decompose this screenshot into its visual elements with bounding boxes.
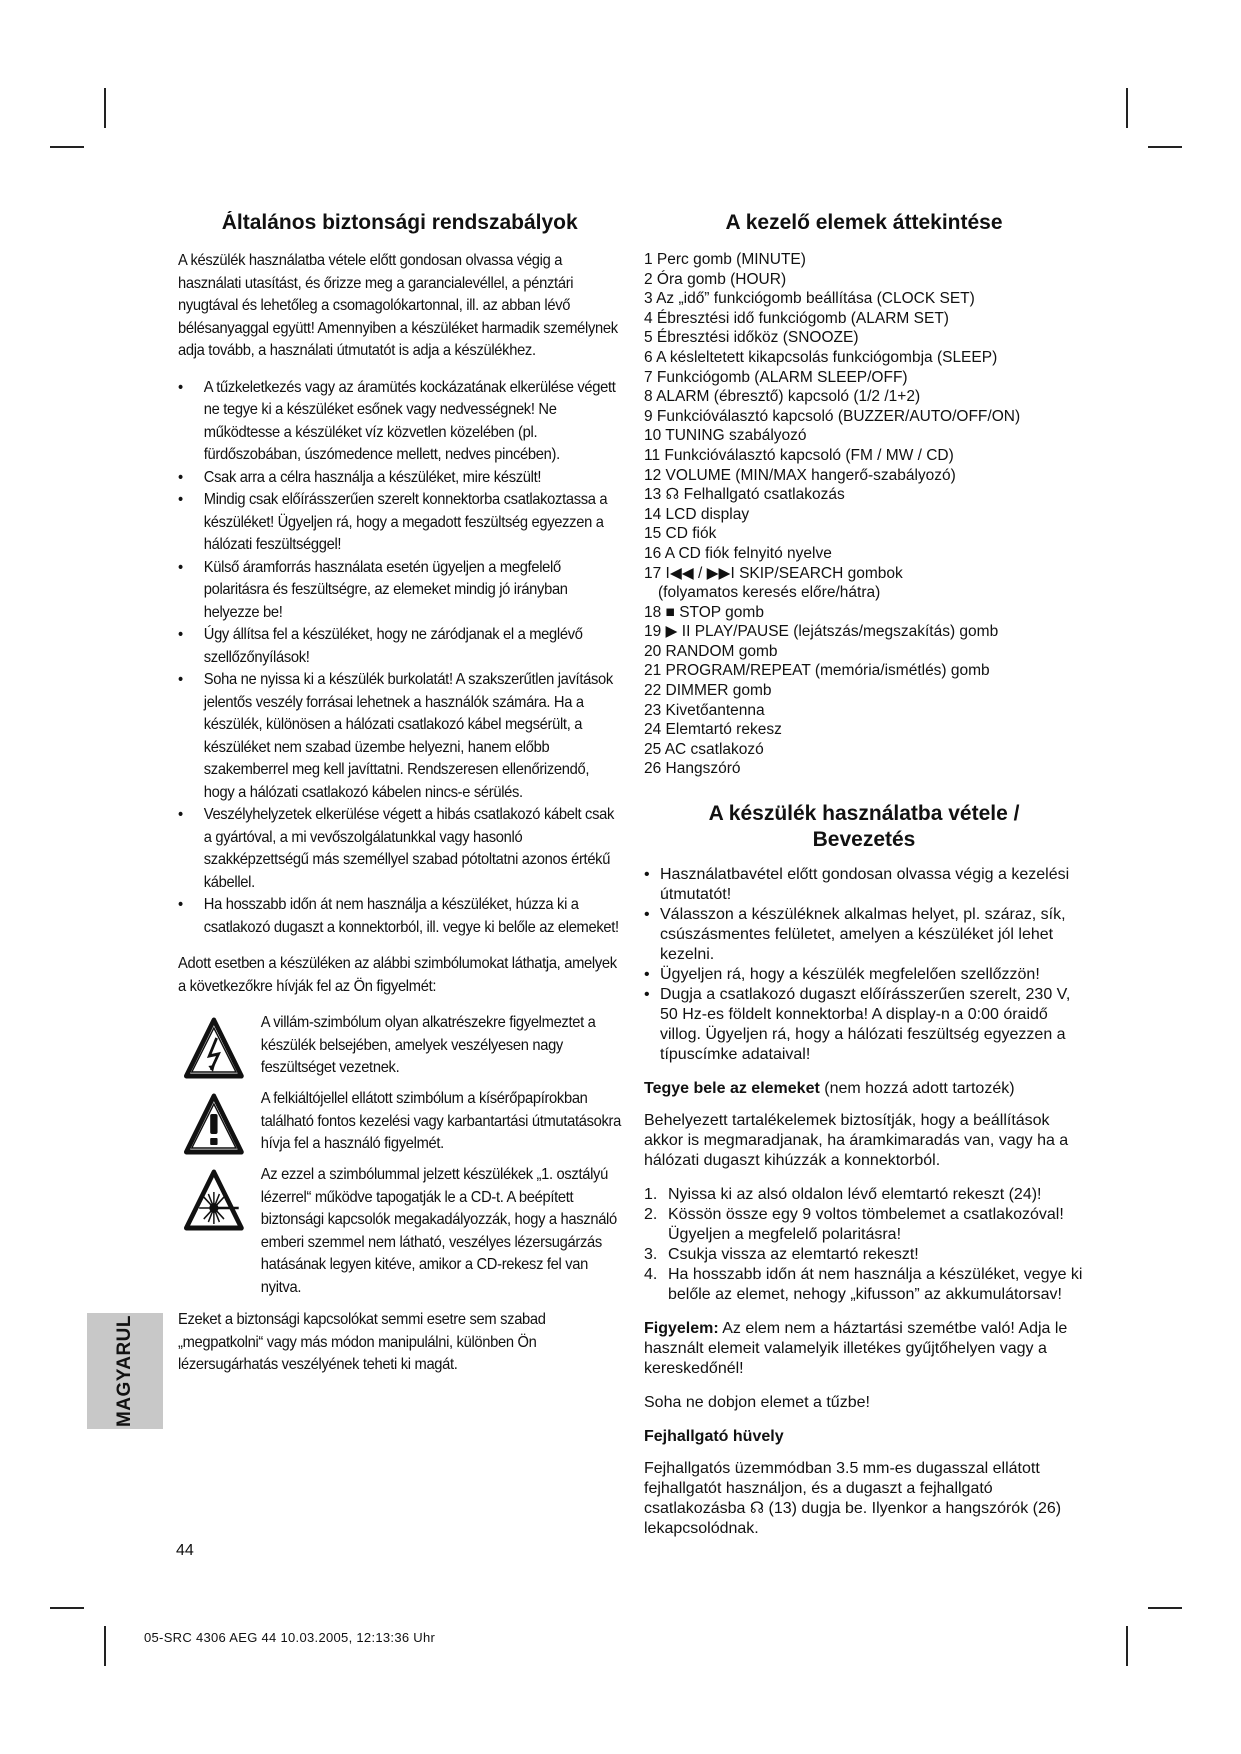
step-number: 4. [644, 1266, 658, 1284]
headphone-heading: Fejhallgató hüvely [644, 1428, 784, 1446]
never-throw-note: Soha ne dobjon elemet a tűzbe! [644, 1394, 870, 1412]
symbol-row [178, 1164, 621, 1299]
print-footer: 05-SRC 4306 AEG 44 10.03.2005, 12:13:36 Uhr [144, 1630, 436, 1645]
batteries-heading [644, 1079, 1084, 1099]
language-tab-label: MAGYARUL [114, 1314, 135, 1428]
list-item: • Soha ne nyissa ki a készülék burkolatát! A szakszerűtlen javítások jelentős veszély forrásai lehetnek a használók számára. Ha a készülék, különösen a hálózati csatlakozó kábel megsérült, a készüléket nem szabad üzembe helyezni, hanem előbb szakemberrel meg kell javíttatni. Rendszeresen ellenőrizendő, hogy a hálózati csatlakozó kábelen nincs-e sérülés. [178, 669, 621, 804]
lightning-warning-icon [184, 1016, 245, 1082]
list-item: 8 ALARM (ébresztő) kapcsoló (1/2 /1+2) [644, 388, 921, 406]
crop-mark [50, 146, 84, 148]
list-item: 7 Funkciógomb (ALARM SLEEP/OFF) [644, 368, 908, 386]
safety-intro: A készülék használatba vétele előtt gondosan olvassa végig a használati utasítást, és őrizze meg a garancialevéllel, a pénztári nyugtával és lehetőleg a csomagolókartonnal, ill. az abban lévő bélésanyaggal együtt! Amennyiben a készüléket harmadik személynek adja tovább, a használati útmutatót is adja a készülékhez. [178, 252, 618, 359]
list-item: 26 Hangszóró [644, 760, 741, 778]
safety-closing: Ezeket a biztonsági kapcsolókat semmi esetre sem szabad „megpatkolni“ vagy más módon manipulálni, különben Ön lézersugárhatás veszélyének teheti ki magát. [178, 1311, 546, 1373]
exclamation-warning-icon [184, 1092, 245, 1158]
safety-title: Általános biztonsági rendszabályok [221, 211, 578, 234]
list-item [644, 1205, 1084, 1245]
symbols-intro: Adott esetben a készüléken az alábbi szimbólumokat láthatja, amelyek a következőkre hívják fel az Ön figyelmét: [178, 955, 617, 995]
setup-bullet-list [644, 865, 1084, 1065]
list-item: • Dugja a csatlakozó dugaszt előírásszerűen szerelt, 230 V, 50 Hz-es földelt konnektorba! A display-n a 0:00 óraidő villog. Ügyeljen rá, hogy a hálózati feszültség egyezzen a típuscímke adataival! [644, 985, 1084, 1065]
list-item: 13 ☊ Felhallgató csatlakozás [644, 486, 845, 504]
list-item: 20 RANDOM gomb [644, 642, 778, 660]
laser-warning-icon [184, 1168, 245, 1234]
crop-mark [50, 1607, 84, 1609]
controls-list [644, 250, 1084, 779]
list-item [644, 1245, 1084, 1265]
list-item: 14 LCD display [644, 505, 750, 523]
step-number: 3. [644, 1246, 658, 1264]
list-item: (folyamatos keresés előre/hátra) [658, 584, 881, 602]
safety-column [178, 210, 621, 1391]
crop-mark [104, 88, 106, 128]
list-item: 2 Óra gomb (HOUR) [644, 270, 787, 288]
symbol-description: A villám-szimbólum olyan alkatrészekre figyelmeztet a készülék belsejében, amelyek veszélyesen nagy feszültséget vezetnek. [260, 1014, 596, 1076]
crop-mark [1126, 1626, 1128, 1666]
list-item: 6 A késleltetett kikapcsolás funkciógombja (SLEEP) [644, 348, 998, 366]
headphone-text: Fejhallgatós üzemmódban 3.5 mm-es dugasszal ellátott fejhallgatót használjon, és a dugaszt a fejhallgató csatlakozásba ☊ (13) dugja be. Ilyenkor a hangszórók (26) lekapcsolódnak. [644, 1460, 1062, 1538]
crop-mark [1126, 88, 1128, 128]
step-text: Kössön össze egy 9 voltos tömbelemet a csatlakozóval! Ügyeljen a megfelelő polaritásra! [668, 1206, 1064, 1244]
list-item: 16 A CD fiók felnyitó nyelve [644, 544, 832, 562]
batteries-heading-bold: Tegye bele az elemeket [644, 1080, 820, 1098]
controls-title: A kezelő elemek áttekintése [725, 211, 1003, 234]
battery-steps-list [644, 1185, 1084, 1305]
list-item: • Mindig csak előírásszerűen szerelt konnektorba csatlakoztassa a készüléket! Ügyeljen rá, hogy a megadott feszültség egyezzen a hálózati feszültséggel! [178, 489, 621, 557]
step-number: 2. [644, 1206, 658, 1224]
list-item: 21 PROGRAM/REPEAT (memória/ismétlés) gomb [644, 662, 990, 680]
list-item: 19 ▶ II PLAY/PAUSE (lejátszás/megszakítás) gomb [644, 623, 999, 641]
page-number: 44 [176, 1542, 194, 1559]
attention-note [644, 1319, 1084, 1379]
symbol-description: Az ezzel a szimbólummal jelzett készülékek „1. osztályú lézerrel“ működve tapogatják le a CD-t. A beépített biztonsági kapcsolók megakadályozzák, hogy a használó emberi szemmel nem látható, veszélyes lézersugárzás hatásának legyen kitéve, amikor a CD-rekesz fel van nyitva. [260, 1166, 617, 1296]
step-text: Nyissa ki az alsó oldalon lévő elemtartó rekeszt (24)! [668, 1186, 1042, 1204]
list-item: 24 Elemtartó rekesz [644, 721, 782, 739]
list-item: 25 AC csatlakozó [644, 740, 764, 758]
list-item: • Külső áramforrás használata esetén ügyeljen a megfelelő polaritásra és feszültségre, az elemeket mindig jó irányban helyezze be! [178, 557, 621, 625]
list-item: 9 Funkcióválasztó kapcsoló (BUZZER/AUTO/OFF/ON) [644, 407, 1021, 425]
step-text: Ha hosszabb időn át nem használja a készüléket, vegye ki belőle az elemet, nehogy „kifusson” az akkumulátorsav! [668, 1266, 1083, 1304]
batteries-heading-rest: (nem hozzá adott tartozék) [819, 1080, 1015, 1098]
crop-mark [104, 1626, 106, 1666]
step-number: 1. [644, 1186, 658, 1204]
list-item: • Válasszon a készüléknek alkalmas helyet, pl. száraz, sík, csúszásmentes felületet, amelyen a készüléket jól lehet kezelni. [644, 905, 1084, 965]
list-item: 23 Kivetőantenna [644, 701, 765, 719]
attention-text: Az elem nem a háztartási szemétbe való! Adja le használt elemeit valamelyik illetékes gyűjtőhelyen vagy a kereskedőnél! [644, 1320, 1068, 1378]
list-item: • Használatbavétel előtt gondosan olvassa végig a kezelési útmutatót! [644, 865, 1084, 905]
symbol-description: A felkiáltójellel ellátott szimbólum a kísérőpapírokban található fontos kezelési vagy karbantartási útmutatásokra hívja fel a használó figyelmét. [260, 1090, 621, 1152]
list-item: 3 Az „idő” funkciógomb beállítása (CLOCK SET) [644, 290, 975, 308]
symbol-row [178, 1012, 621, 1082]
step-text: Csukja vissza az elemtartó rekeszt! [668, 1246, 919, 1264]
list-item: • Úgy állítsa fel a készüléket, hogy ne záródjanak el a meglévő szellőzőnyílások! [178, 624, 621, 669]
list-item: 12 VOLUME (MIN/MAX hangerő-szabályozó) [644, 466, 956, 484]
batteries-intro: Behelyezett tartalékelemek biztosítják, hogy a beállítások akkor is megmaradjanak, ha áramkimaradás van, vagy ha a hálózati dugaszt kihúzzák a konnektorból. [644, 1112, 1069, 1170]
setup-title-line1: A készülék használatba vétele / [708, 802, 1020, 826]
list-item: 15 CD fiók [644, 525, 717, 543]
symbol-row [178, 1088, 621, 1158]
list-item: 18 ■ STOP gomb [644, 603, 764, 621]
crop-mark [1148, 146, 1182, 148]
crop-mark [1148, 1607, 1182, 1609]
list-item: • Ha hosszabb időn át nem használja a készüléket, húzza ki a csatlakozó dugaszt a konnektorból, ill. vegye ki belőle az elemeket! [178, 894, 621, 939]
list-item [644, 1185, 1084, 1205]
setup-title-line2: Bevezetés [812, 828, 916, 852]
list-item: 22 DIMMER gomb [644, 682, 772, 700]
controls-column [644, 210, 1084, 1553]
list-item: • Veszélyhelyzetek elkerülése végett a hibás csatlakozó kábelt csak a gyártóval, a mi vevőszolgálatunkkal vagy hasonló szakképzettségű más személlyel szabad pótoltatni azonos értékű kábellel. [178, 804, 621, 894]
safety-bullet-list [178, 377, 621, 940]
list-item: 1 Perc gomb (MINUTE) [644, 251, 806, 268]
language-tab [87, 1313, 163, 1429]
list-item: • Csak arra a célra használja a készüléket, mire készült! [178, 467, 621, 490]
list-item: • A tűzkeletkezés vagy az áramütés kockázatának elkerülése végett ne tegye ki a készüléket esőnek vagy nedvességnek! Ne működtesse a készüléket víz közvetlen közelében (pl. fürdőszobában, úszómedence mellett, nedves pincében). [178, 377, 621, 467]
list-item: 11 Funkcióválasztó kapcsoló (FM / MW / CD) [644, 446, 954, 464]
list-item: 5 Ébresztési időköz (SNOOZE) [644, 329, 859, 347]
list-item: 4 Ébresztési idő funkciógomb (ALARM SET) [644, 309, 949, 327]
setup-title [644, 801, 1084, 853]
list-item: 17 I◀◀ / ▶▶I SKIP/SEARCH gombok [644, 564, 903, 582]
list-item [644, 1265, 1084, 1305]
list-item: 10 TUNING szabályozó [644, 427, 807, 445]
attention-label: Figyelem: [644, 1320, 719, 1338]
list-item: • Ügyeljen rá, hogy a készülék megfelelően szellőzzön! [644, 965, 1084, 985]
